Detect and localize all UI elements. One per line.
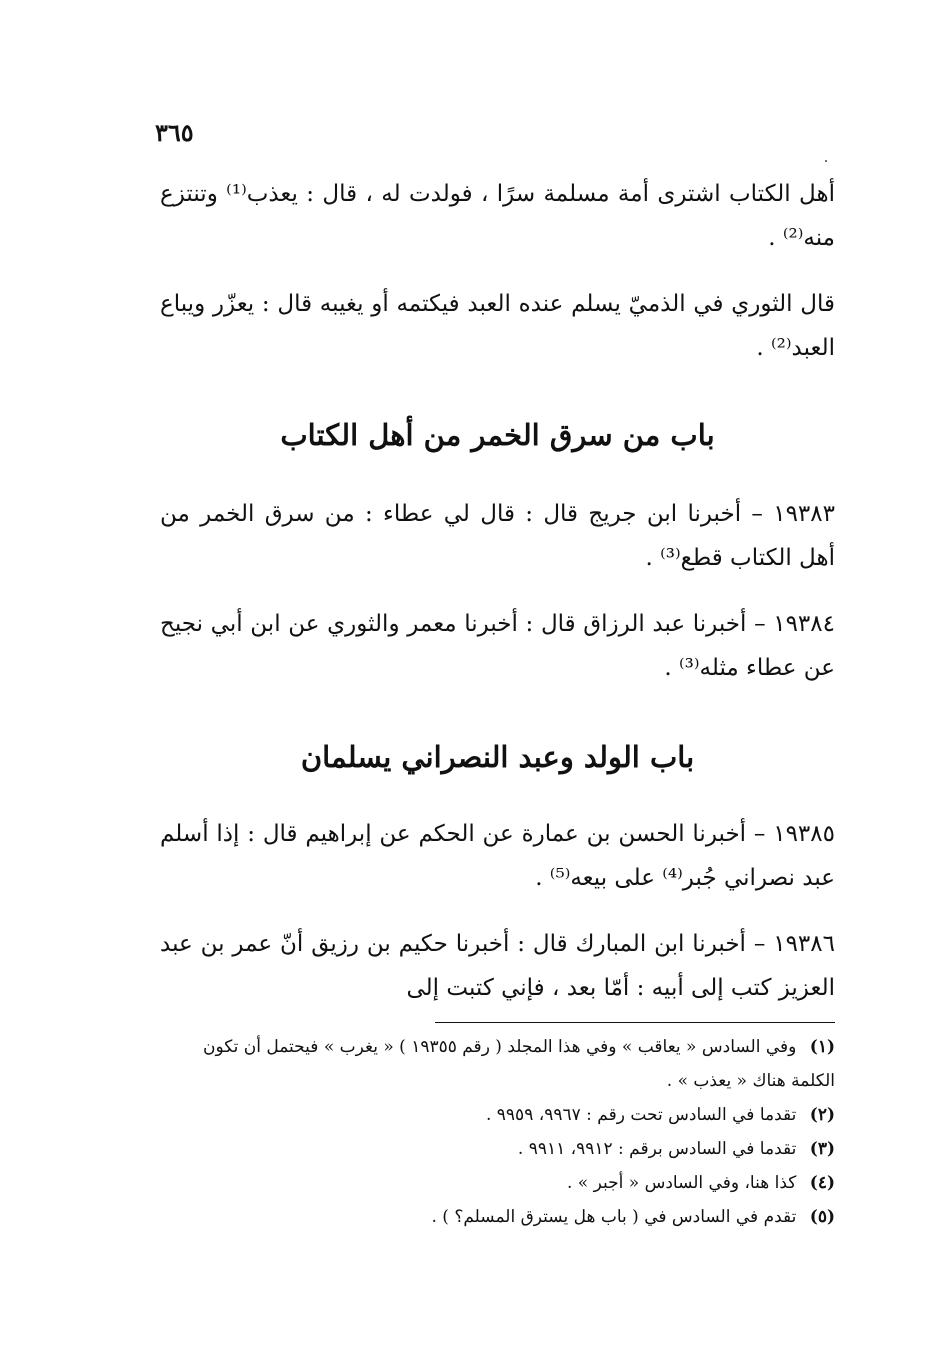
hadith-19386: ١٩٣٨٦ – أخبرنا ابن المبارك قال : أخبرنا حكيم بن رزيق أنّ عمر بن عبد العزيز كتب إلى أبيه : أمّا بعد ، فإني كتبت إلى xyxy=(160,931,835,1001)
section-heading-1: باب من سرق الخمر من أهل الكتاب xyxy=(280,418,715,452)
footnote-number: (١) xyxy=(809,1037,835,1057)
footnote-text: كذا هنا، وفي السادس « أجبر » . xyxy=(567,1173,797,1193)
footnote-5 xyxy=(160,1200,835,1234)
hadith-19384: ١٩٣٨٤ – أخبرنا عبد الرزاق قال : أخبرنا معمر والثوري عن ابن أبي نجيح عن عطاء مثله⁽³⁾ . xyxy=(160,611,835,681)
footnote-2 xyxy=(160,1098,835,1132)
hadith-19385: ١٩٣٨٥ – أخبرنا الحسن بن عمارة عن الحكم عن إبراهيم قال : إذا أسلم عبد نصراني جُبر⁽⁴⁾ على بيعه⁽⁵⁾ . xyxy=(160,821,835,891)
margin-speck xyxy=(825,160,827,162)
footnote-4 xyxy=(160,1166,835,1200)
footnote-text: تقدما في السادس برقم : ٩٩١٢، ٩٩١١ . xyxy=(517,1139,797,1159)
footnote-number: (٥) xyxy=(809,1207,835,1227)
paragraph-top-1: أهل الكتاب اشترى أمة مسلمة سرًا ، فولدت له ، قال : يعذب⁽¹⁾ وتنتزع منه⁽²⁾ . xyxy=(160,181,835,251)
footnote-number: (٣) xyxy=(809,1139,835,1159)
hadith-19383: ١٩٣٨٣ – أخبرنا ابن جريج قال : قال لي عطاء : من سرق الخمر من أهل الكتاب قطع⁽³⁾ . xyxy=(160,501,835,571)
paragraph-top-2: قال الثوري في الذميّ يسلم عنده العبد فيكتمه أو يغيبه قال : يعزّر ويباع العبد⁽²⁾ . xyxy=(160,291,835,361)
footnote-number: (٢) xyxy=(809,1105,835,1125)
footnote-1 xyxy=(160,1030,835,1098)
footnote-number: (٤) xyxy=(809,1173,835,1193)
footnote-divider xyxy=(435,1022,835,1023)
footnote-text: تقدما في السادس تحت رقم : ٩٩٦٧، ٩٩٥٩ . xyxy=(485,1105,797,1125)
footnote-3 xyxy=(160,1132,835,1166)
page-number: ٣٦٥ xyxy=(155,118,194,147)
footnote-text: تقدم في السادس في ( باب هل يسترق المسلم؟ ) . xyxy=(431,1207,797,1227)
footnote-text: وفي السادس « يعاقب » وفي هذا المجلد ( رقم ١٩٣٥٥ ) « يغرب » فيحتمل أن تكون الكلمة هناك « يعذب » . xyxy=(202,1037,835,1091)
section-heading-2: باب الولد وعبد النصراني يسلمان xyxy=(300,740,695,774)
footnotes xyxy=(160,1030,835,1234)
